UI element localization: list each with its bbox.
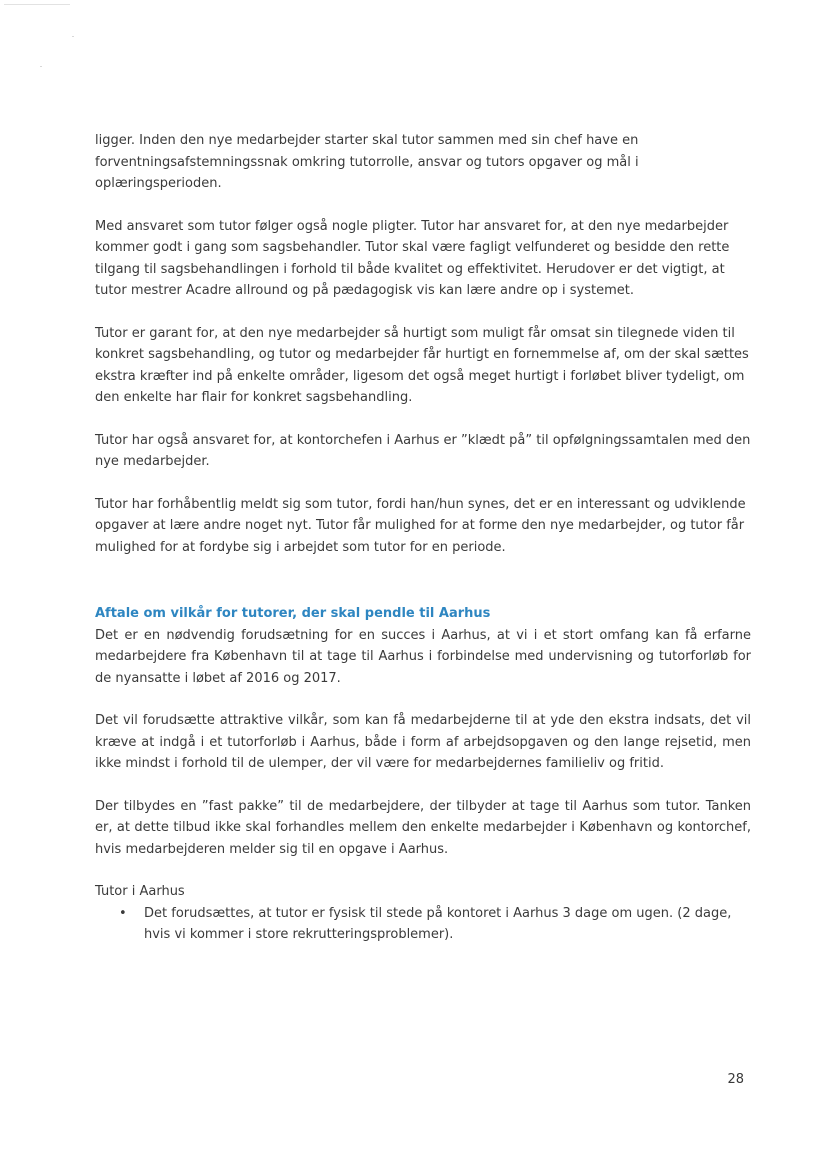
scan-speck	[72, 36, 74, 37]
paragraph-fixed-package: Der tilbydes en ”fast pakke” til de medarbejdere, der tilbyder at tage til Aarhus som tutor. Tanken er, at dette tilbud ikke skal forhandles mellem den enkelte medarbejder i København og kontorchef, hvis medarbejderen melder sig til en opgave i Aarhus.	[95, 798, 751, 857]
list-item	[95, 903, 751, 946]
subheading-tutor-aarhus: Tutor i Aarhus	[95, 884, 185, 899]
scan-edge-mark	[4, 4, 70, 5]
document-body	[95, 130, 751, 946]
paragraph-tutor-followup: Tutor har også ansvaret for, at kontorchefen i Aarhus er ”klædt på” til opfølgningssamtalen med den nye medarbejder.	[95, 432, 751, 469]
paragraph-attractive-terms: Det vil forudsætte attraktive vilkår, som kan få medarbejderne til at yde den ekstra indsats, det vil kræve at indgå i et tutorforløb i Aarhus, både i form af arbejdsopgaven og den lange rejsetid, men ikke mindst i forhold til de ulemper, der vil være for medarbejdernes familieliv og fritid.	[95, 713, 751, 771]
paragraph-intro: ligger. Inden den nye medarbejder starter skal tutor sammen med sin chef have en forventningsafstemningssnak omkring tutorrolle, ansvar og tutors opgaver og mål i oplæringsperioden.	[95, 133, 639, 191]
bullet-icon: •	[119, 905, 127, 921]
scan-speck	[40, 66, 42, 67]
paragraph-precondition: Det er en nødvendig forudsætning for en succes i Aarhus, at vi i et stort omfang kan få erfarne medarbejdere fra København til at tage til Aarhus i forbindelse med undervisning og tutorforløb for de nyansatte i løbet af 2016 og 2017.	[95, 627, 751, 686]
page-number: 28	[727, 1072, 744, 1087]
list-item-text: Det forudsættes, at tutor er fysisk til stede på kontoret i Aarhus 3 dage om ugen. (2 dage, hvis vi kommer i store rekrutteringsproblemer).	[144, 905, 732, 942]
paragraph-tutor-duties: Med ansvaret som tutor følger også nogle pligter. Tutor har ansvaret for, at den nye medarbejder kommer godt i gang som sagsbehandler. Tutor skal være fagligt velfunderet og besidde den rette tilgang til sagsbehandlingen i forhold til både kvalitet og effektivitet. Herudover er det vigtigt, at tutor mestrer Acadre allround og på pædagogisk vis kan lære andre op i systemet.	[95, 218, 730, 298]
bullet-list	[95, 903, 751, 946]
paragraph-tutor-motivation: Tutor har forhåbentlig meldt sig som tutor, fordi han/hun synes, det er en interessant og udviklende opgaver at lære andre noget nyt. Tutor får mulighed for at forme den nye medarbejder, og tutor får mulighed for at fordybe sig i arbejdet som tutor for en periode.	[95, 496, 746, 555]
paragraph-tutor-guarantee: Tutor er garant for, at den nye medarbejder så hurtigt som muligt får omsat sin tilegnede viden til konkret sagsbehandling, og tutor og medarbejder får hurtigt en fornemmelse af, om der skal sættes ekstra kræfter ind på enkelte områder, ligesom det også meget hurtigt i forløbet bliver tydeligt, om den enkelte har flair for konkret sagsbehandling.	[95, 325, 749, 405]
section-heading: Aftale om vilkår for tutorer, der skal pendle til Aarhus	[95, 606, 491, 621]
